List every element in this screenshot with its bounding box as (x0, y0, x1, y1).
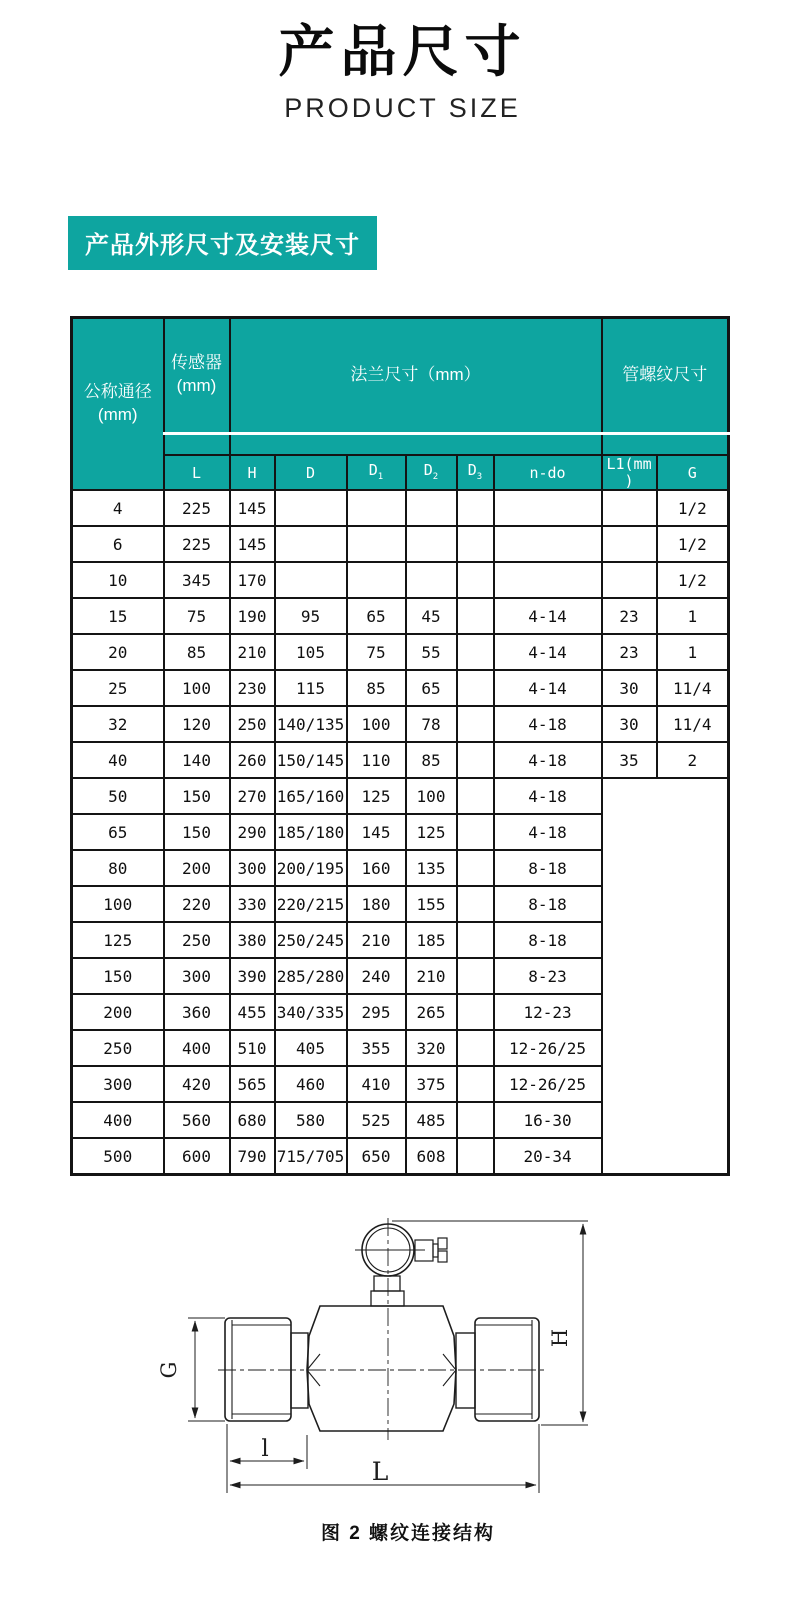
table-cell: 340/335 (275, 994, 347, 1030)
table-cell: 580 (275, 1102, 347, 1138)
table-cell (457, 706, 494, 742)
table-cell: 150 (164, 778, 230, 814)
table-row (72, 634, 729, 670)
table-cell: 160 (347, 850, 406, 886)
table-cell (457, 850, 494, 886)
table-cell: 270 (230, 778, 275, 814)
table-cell: 135 (406, 850, 457, 886)
table-cell: 250/245 (275, 922, 347, 958)
table-cell: 210 (230, 634, 275, 670)
table-cell: 140/135 (275, 706, 347, 742)
table-cell: 100 (72, 886, 164, 922)
table-cell: 45 (406, 598, 457, 634)
table-cell: 525 (347, 1102, 406, 1138)
table-cell: 485 (406, 1102, 457, 1138)
table-cell: 4 (72, 490, 164, 526)
table-cell: 320 (406, 1030, 457, 1066)
table-cell: 10 (72, 562, 164, 598)
table-cell: 180 (347, 886, 406, 922)
section-banner: 产品外形尺寸及安装尺寸 (68, 216, 377, 270)
table-cell: 55 (406, 634, 457, 670)
table-cell (457, 1102, 494, 1138)
table-cell (457, 1138, 494, 1174)
table-cell (347, 562, 406, 598)
table-cell: 85 (406, 742, 457, 778)
table-row (72, 670, 729, 706)
table-cell: 125 (347, 778, 406, 814)
table-cell: 210 (347, 922, 406, 958)
table-cell (457, 1030, 494, 1066)
table-cell: 120 (164, 706, 230, 742)
dimension-labels (157, 1329, 572, 1486)
table-cell: 65 (406, 670, 457, 706)
table-cell (457, 526, 494, 562)
table-cell: 455 (230, 994, 275, 1030)
table-cell: 200 (164, 850, 230, 886)
header-sensor-unit: (mm) (176, 376, 217, 396)
table-cell: 4-18 (494, 778, 602, 814)
header-nominal-diameter-unit: (mm) (97, 405, 138, 425)
table-cell: 1 (657, 634, 729, 670)
table-cell: 400 (72, 1102, 164, 1138)
table-cell: 1/2 (657, 562, 729, 598)
table-cell: 608 (406, 1138, 457, 1174)
table-cell: 185 (406, 922, 457, 958)
table-cell (457, 994, 494, 1030)
table-cell (275, 562, 347, 598)
table-cell: 265 (406, 994, 457, 1030)
table-cell: 170 (230, 562, 275, 598)
table-row (72, 778, 729, 814)
table-cell (347, 526, 406, 562)
table-cell: 20 (72, 634, 164, 670)
dim-label-L: L (371, 1456, 389, 1486)
table-cell: 230 (230, 670, 275, 706)
table-row (72, 562, 729, 598)
table-cell (457, 490, 494, 526)
centerlines (218, 1218, 548, 1440)
head-stem (374, 1276, 400, 1291)
table-cell: 40 (72, 742, 164, 778)
table-cell: 16-30 (494, 1102, 602, 1138)
table-cell (457, 598, 494, 634)
table-cell: 510 (230, 1030, 275, 1066)
table-cell: 8-18 (494, 886, 602, 922)
table-cell: 95 (275, 598, 347, 634)
table-cell (457, 562, 494, 598)
table-row (72, 706, 729, 742)
merged-empty-cell (602, 778, 729, 1174)
table-cell: 100 (347, 706, 406, 742)
spacer-cell (230, 433, 602, 455)
table-cell: 145 (347, 814, 406, 850)
table-cell (457, 922, 494, 958)
page-subtitle: PRODUCT SIZE (284, 92, 521, 123)
table-cell: 225 (164, 490, 230, 526)
table-cell: 110 (347, 742, 406, 778)
table-cell (457, 670, 494, 706)
table-cell: 790 (230, 1138, 275, 1174)
table-cell: 150/145 (275, 742, 347, 778)
table-row (72, 490, 729, 526)
table-cell: 140 (164, 742, 230, 778)
column-header-row (72, 455, 729, 490)
spacer-cell (164, 433, 230, 455)
figure-2 (0, 1188, 805, 1545)
table-cell: 4-18 (494, 742, 602, 778)
table-cell: 500 (72, 1138, 164, 1174)
col-header-D2: $D_2$ (406, 455, 457, 490)
table-cell: 11/4 (657, 670, 729, 706)
table-cell: 560 (164, 1102, 230, 1138)
table-cell (457, 1066, 494, 1102)
table-cell: 715/705 (275, 1138, 347, 1174)
threaded-connection-diagram (130, 1188, 610, 1518)
left-neck (291, 1333, 308, 1408)
table-cell: 65 (72, 814, 164, 850)
table-cell: 23 (602, 634, 657, 670)
dim-label-g: G (157, 1361, 181, 1379)
table-cell: 285/280 (275, 958, 347, 994)
table-cell: 210 (406, 958, 457, 994)
right-thread-connector (475, 1318, 539, 1421)
table-cell: 20-34 (494, 1138, 602, 1174)
col-header-G: G (657, 455, 729, 490)
table-cell: 35 (602, 742, 657, 778)
table-cell: 32 (72, 706, 164, 742)
table-cell: 4-18 (494, 814, 602, 850)
header-group-row (72, 317, 729, 433)
table-cell: 75 (164, 598, 230, 634)
table-cell: 250 (164, 922, 230, 958)
table-cell: 85 (164, 634, 230, 670)
col-header-L: L (164, 455, 230, 490)
table-cell: 11/4 (657, 706, 729, 742)
table-cell: 565 (230, 1066, 275, 1102)
table-cell: 300 (72, 1066, 164, 1102)
table-cell: 405 (275, 1030, 347, 1066)
table-cell: 1/2 (657, 526, 729, 562)
table-cell: 4-14 (494, 634, 602, 670)
size-table-body (72, 490, 729, 1174)
left-thread-connector (225, 1318, 291, 1421)
table-cell (457, 958, 494, 994)
table-cell: 150 (164, 814, 230, 850)
header-flange-size: 法兰尺寸（mm） (230, 317, 602, 433)
header-sensor (164, 317, 230, 433)
table-cell: 12-23 (494, 994, 602, 1030)
table-cell: 680 (230, 1102, 275, 1138)
right-neck (456, 1333, 475, 1408)
table-cell (347, 490, 406, 526)
table-cell: 85 (347, 670, 406, 706)
table-cell (406, 526, 457, 562)
table-cell: 75 (347, 634, 406, 670)
size-table-head (72, 317, 729, 490)
table-cell: 650 (347, 1138, 406, 1174)
table-cell: 225 (164, 526, 230, 562)
table-cell: 125 (72, 922, 164, 958)
table-cell: 50 (72, 778, 164, 814)
col-header-L1: L1(mm ) (602, 455, 657, 490)
table-cell: 8-18 (494, 850, 602, 886)
table-cell: 23 (602, 598, 657, 634)
table-cell: 2 (657, 742, 729, 778)
table-cell: 345 (164, 562, 230, 598)
table-cell: 100 (164, 670, 230, 706)
table-cell: 165/160 (275, 778, 347, 814)
table-cell: 600 (164, 1138, 230, 1174)
table-cell: 155 (406, 886, 457, 922)
table-cell (457, 814, 494, 850)
size-table (70, 316, 730, 1176)
table-cell: 4-14 (494, 670, 602, 706)
table-row (72, 526, 729, 562)
table-cell: 355 (347, 1030, 406, 1066)
table-cell: 200 (72, 994, 164, 1030)
table-cell: 8-23 (494, 958, 602, 994)
table-cell: 145 (230, 490, 275, 526)
table-cell: 125 (406, 814, 457, 850)
table-cell: 185/180 (275, 814, 347, 850)
table-row (72, 598, 729, 634)
header-sensor-title: 传感器 (171, 353, 222, 373)
table-cell: 12-26/25 (494, 1030, 602, 1066)
table-cell: 30 (602, 670, 657, 706)
table-cell: 65 (347, 598, 406, 634)
dim-label-h: H (548, 1328, 572, 1347)
table-cell: 410 (347, 1066, 406, 1102)
table-cell: 220 (164, 886, 230, 922)
table-cell: 105 (275, 634, 347, 670)
col-header-D: D (275, 455, 347, 490)
table-cell (457, 778, 494, 814)
table-cell: 390 (230, 958, 275, 994)
figure-caption: 图 2 螺纹连接结构 (320, 1522, 496, 1544)
table-cell (457, 634, 494, 670)
spacer-cell (602, 433, 729, 455)
meter-body (307, 1306, 456, 1431)
table-cell: 80 (72, 850, 164, 886)
col-header-D1: $D_1$ (347, 455, 406, 490)
table-cell (457, 742, 494, 778)
table-cell: 250 (230, 706, 275, 742)
table-cell: 1/2 (657, 490, 729, 526)
table-cell: 150 (72, 958, 164, 994)
table-cell: 300 (230, 850, 275, 886)
table-cell (602, 562, 657, 598)
table-cell (494, 562, 602, 598)
page-title: 产品尺寸 (278, 20, 527, 85)
table-cell (457, 886, 494, 922)
table-cell (602, 490, 657, 526)
table-cell: 6 (72, 526, 164, 562)
table-row (72, 742, 729, 778)
table-cell (494, 490, 602, 526)
table-cell: 240 (347, 958, 406, 994)
table-cell: 145 (230, 526, 275, 562)
table-cell: 250 (72, 1030, 164, 1066)
meter-body-group (225, 1224, 539, 1431)
table-cell: 300 (164, 958, 230, 994)
header-nominal-diameter (72, 317, 164, 490)
header-spacer-row (72, 433, 729, 455)
table-cell: 78 (406, 706, 457, 742)
table-cell: 12-26/25 (494, 1066, 602, 1102)
table-cell: 190 (230, 598, 275, 634)
table-cell (602, 526, 657, 562)
table-cell: 260 (230, 742, 275, 778)
table-cell: 360 (164, 994, 230, 1030)
table-cell: 200/195 (275, 850, 347, 886)
table-cell: 460 (275, 1066, 347, 1102)
table-cell: 420 (164, 1066, 230, 1102)
table-cell: 220/215 (275, 886, 347, 922)
table-cell (275, 526, 347, 562)
table-cell: 8-18 (494, 922, 602, 958)
dim-label-l: l (261, 1435, 269, 1462)
table-cell: 290 (230, 814, 275, 850)
table-cell (406, 490, 457, 526)
table-cell: 375 (406, 1066, 457, 1102)
table-cell: 1 (657, 598, 729, 634)
table-cell: 4-18 (494, 706, 602, 742)
table-cell: 330 (230, 886, 275, 922)
col-header-n-do: n-do (494, 455, 602, 490)
col-header-D3: $D_3$ (457, 455, 494, 490)
header-pipe-thread-size: 管螺纹尺寸 (602, 317, 729, 433)
table-cell (406, 562, 457, 598)
table-cell: 400 (164, 1030, 230, 1066)
table-cell: 380 (230, 922, 275, 958)
table-cell: 30 (602, 706, 657, 742)
table-cell: 115 (275, 670, 347, 706)
header-nominal-diameter-title: 公称通径 (83, 382, 152, 402)
table-cell: 100 (406, 778, 457, 814)
table-cell (494, 526, 602, 562)
table-cell (275, 490, 347, 526)
table-cell: 15 (72, 598, 164, 634)
col-header-H: H (230, 455, 275, 490)
table-cell: 4-14 (494, 598, 602, 634)
table-cell: 295 (347, 994, 406, 1030)
table-cell: 25 (72, 670, 164, 706)
head-collar (371, 1291, 404, 1306)
